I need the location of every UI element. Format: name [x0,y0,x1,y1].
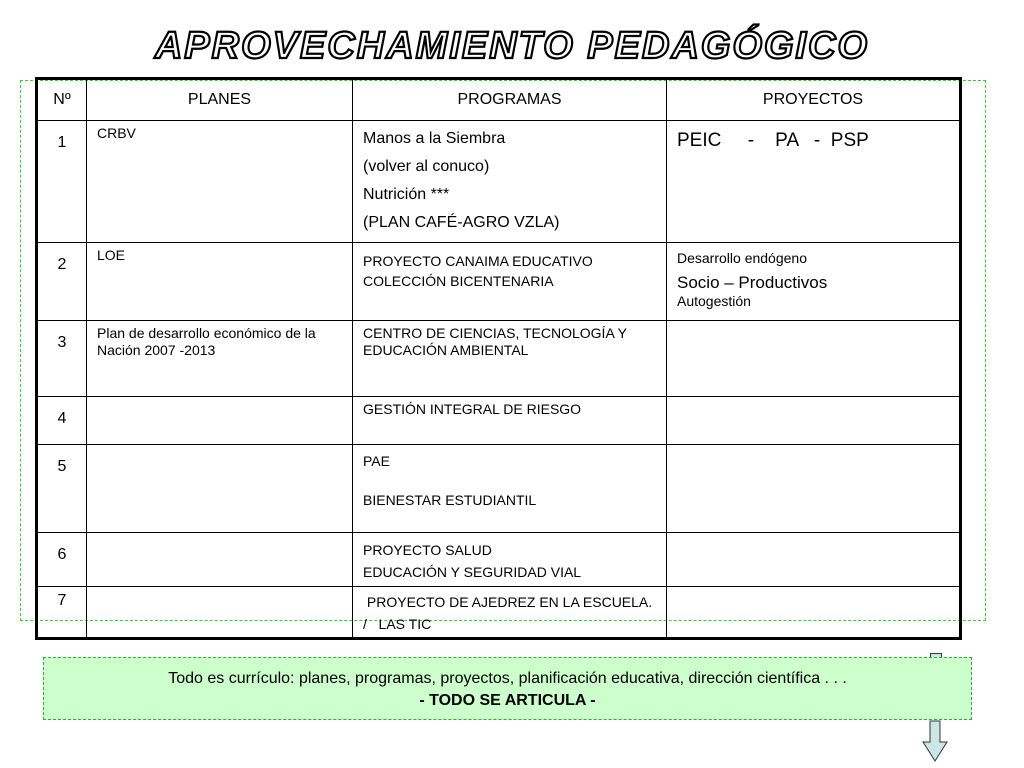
row-number: 5 [37,445,87,533]
programa-line: Manos a la Siembra [363,130,506,147]
table-row [37,321,961,397]
table-row [37,397,961,445]
table-row [37,445,961,533]
programa-line: Nutrición *** [363,186,450,203]
proyecto-cell [667,321,961,397]
proyecto-cell [667,243,961,321]
programa-cell: GESTIÓN INTEGRAL DE RIESGO [353,397,667,445]
page-title [0,14,1024,74]
plan-cell: CRBV [87,121,353,243]
proyecto-line: PEIC - PA - PSP [677,130,869,151]
programa-cell: PROYECTO DE AJEDREZ EN LA ESCUELA. / LAS TIC [353,587,667,639]
proyecto-cell [667,397,961,445]
table-row [37,533,961,587]
programa-line: (volver al conuco) [363,158,490,175]
table-row [37,243,961,321]
programa-line: BIENESTAR ESTUDIANTIL [363,491,537,508]
programa-cell [353,121,667,243]
programa-line: PAE [363,453,390,469]
table-header-row [37,79,961,121]
header-programas: PROGRAMAS [353,79,667,121]
table-row [37,121,961,243]
summary-note [43,657,972,720]
note-line-2: - TODO SE ARTICULA - [419,692,596,709]
header-proyectos: PROYECTOS [667,79,961,121]
row-number: 4 [37,397,87,445]
programa-cell: CENTRO DE CIENCIAS, TECNOLOGÍA Y EDUCACIÓN AMBIENTAL [353,321,667,397]
programa-line: PROYECTO SALUD [363,542,492,558]
proyecto-cell [667,121,961,243]
plans-table [35,77,962,640]
row-number: 1 [37,121,87,243]
table-row [37,587,961,639]
page-title-text: APROVECHAMIENTO PEDAGÓGICO [154,25,870,67]
row-number: 6 [37,533,87,587]
header-num: Nº [37,79,87,121]
programa-line: PROYECTO CANAIMA EDUCATIVO [363,253,593,269]
plan-cell [87,587,353,639]
row-number: 2 [37,243,87,321]
plan-cell: LOE [87,243,353,321]
proyecto-line: Socio – Productivos [677,273,828,292]
plan-cell [87,533,353,587]
proyecto-cell [667,533,961,587]
proyecto-line: Autogestión [677,293,751,309]
proyecto-line: Desarrollo endógeno [677,250,807,266]
row-number: 7 [37,587,87,639]
programa-cell [353,533,667,587]
row-number: 3 [37,321,87,397]
plan-cell: Plan de desarrollo económico de la Nación 2007 -2013 [87,321,353,397]
programa-cell [353,243,667,321]
note-line-1: Todo es currículo: planes, programas, proyectos, planificación educativa, dirección científica . . . [168,670,847,687]
plan-cell [87,445,353,533]
down-arrow-icon [922,720,948,762]
proyecto-cell [667,445,961,533]
spacer [363,470,658,492]
programa-line: (PLAN CAFÉ-AGRO VZLA) [363,214,560,231]
plan-cell [87,397,353,445]
programa-cell [353,445,667,533]
programa-line: EDUCACIÓN Y SEGURIDAD VIAL [363,564,582,580]
programa-line: COLECCIÓN BICENTENARIA [363,273,554,289]
proyecto-cell [667,587,961,639]
header-planes: PLANES [87,79,353,121]
